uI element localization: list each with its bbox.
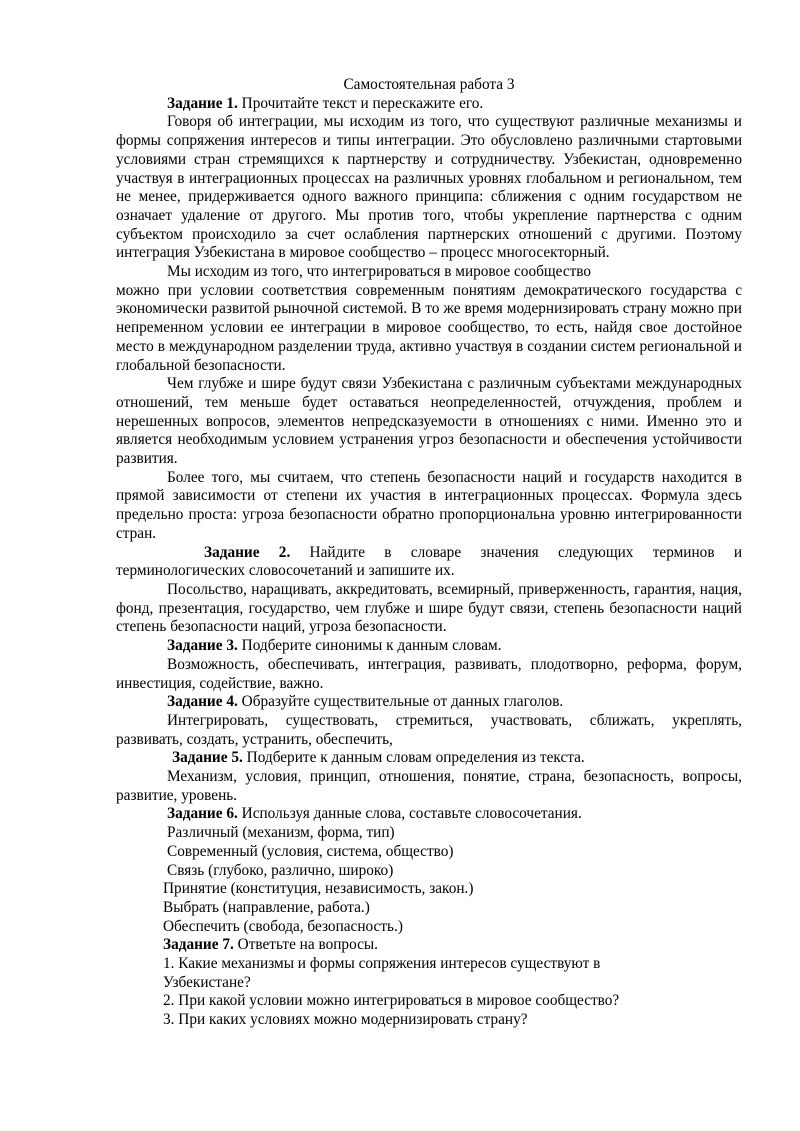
task1-paragraph: Более того, мы считаем, что степень безопасности наций и государств находится в прямой зависимости от степени их участия в интеграционных процессах. Формула здесь предельно проста: угроза безопасности обратно пропорциональна уровню интегрированности стран. — [116, 468, 742, 542]
task6-item: Принятие (конституция, независимость, закон.) — [163, 880, 474, 898]
task5-heading — [116, 749, 742, 768]
task2-label: Задание 2. — [204, 543, 291, 561]
task6-item: Выбрать (направление, работа.) — [163, 898, 370, 916]
task4-label: Задание 4. — [167, 693, 238, 711]
task6-item: Современный (условия, система, общество) — [167, 842, 454, 860]
task6-item: Связь (глубоко, различно, широко) — [167, 861, 394, 879]
task5-instruction: Подберите к данным словам определения из текста. — [242, 749, 585, 767]
document-body — [116, 76, 742, 1030]
task7-question: 3. При каких условиях можно модернизировать страну? — [163, 1011, 528, 1029]
task7-question: 2. При какой условии можно интегрироваться в мировое сообщество? — [163, 992, 620, 1010]
task1-instruction: Прочитайте текст и перескажите его. — [237, 94, 484, 112]
task1-paragraph: Чем глубже и шире будут связи Узбекистана с различным субъектами международных отношений, тем меньше будет оставаться неопределенностей, отчуждения, проблем и нерешенных вопросов, элементов непредсказуемости в отношениях с ними. Именно это и является необходимым условием устранения угроз безопасности и обеспечения устойчивости развития. — [116, 375, 742, 468]
task5-label: Задание 5. — [172, 749, 243, 767]
task3-heading — [116, 637, 742, 656]
task1-paragraph: Мы исходим из того, что интегрироваться в мировое сообщество — [167, 263, 592, 281]
document-title: Самостоятельная работа 3 — [343, 76, 515, 93]
task2-body: Посольство, наращивать, аккредитовать, всемирный, приверженность, гарантия, нация, фонд, презентация, государство, чем глубже и шире будут связи, степень безопасности наций степень безопасности наций, угроза безопасности. — [116, 580, 742, 636]
task2-instruction: Найдите в словаре значения следующих терминов и терминологических словосочетаний и запишите их. — [116, 543, 742, 580]
task5-body: Механизм, условия, принцип, отношения, понятие, страна, безопасность, вопросы, развитие, уровень. — [116, 768, 742, 804]
task1-paragraph: можно при условии соответствия современным понятиям демократического государства с экономически развитой рыночной системой. В то же время модернизировать страну можно при непременном условии ее интеграции в мировое сообщество, то есть, найдя свое достойное место в международном разделении труда, активно участвуя в создании систем региональной и глобальной безопасности. — [116, 281, 742, 374]
task7-question: 1. Какие механизмы и формы сопряжения интересов существуют в Узбекистане? — [163, 955, 601, 991]
task6-instruction: Используя данные слова, составьте словосочетания. — [237, 805, 582, 823]
task1-heading — [116, 95, 742, 114]
task6-item: Обеспечить (свобода, безопасность.) — [163, 917, 403, 935]
task6-heading — [116, 805, 742, 824]
task7-label: Задание 7. — [163, 936, 234, 954]
task3-instruction: Подберите синонимы к данным словам. — [237, 637, 502, 655]
task6-item: Различный (механизм, форма, тип) — [167, 824, 395, 842]
task4-heading — [116, 693, 742, 712]
task1-label: Задание 1. — [167, 94, 238, 112]
task6-label: Задание 6. — [167, 805, 238, 823]
task3-label: Задание 3. — [167, 637, 238, 655]
task1-paragraph: Говоря об интеграции, мы исходим из того, что существуют различные механизмы и формы сопряжения интересов и типы интеграции. Это обусловлено различными стартовыми условиями стран стремящихся к партнерству и сотрудничеству. Узбекистан, одновременно участвуя в интеграционных процессах на различных уровнях глобальном и региональном, тем не менее, придерживается одного важного принципа: сближения с одним государством не означает удаление от другого. Мы против того, чтобы укрепление партнерства с одним субъектом происходило за счет ослабления партнерских отношений с другими. Поэтому интеграция Узбекистана в мировое сообщество – процесс многосекторный. — [116, 113, 742, 262]
task4-instruction: Образуйте существительные от данных глаголов. — [237, 693, 564, 711]
task7-instruction: Ответьте на вопросы. — [233, 936, 379, 954]
task2-heading — [116, 544, 742, 581]
task7-heading — [116, 936, 742, 955]
task3-body: Возможность, обеспечивать, интеграция, развивать, плодотворно, реформа, форум, инвестиция, содействие, важно. — [116, 655, 742, 692]
task4-body: Интегрировать, существовать, стремиться, участвовать, сближать, укреплять, развивать, создать, устранить, обеспечить, — [116, 711, 742, 748]
